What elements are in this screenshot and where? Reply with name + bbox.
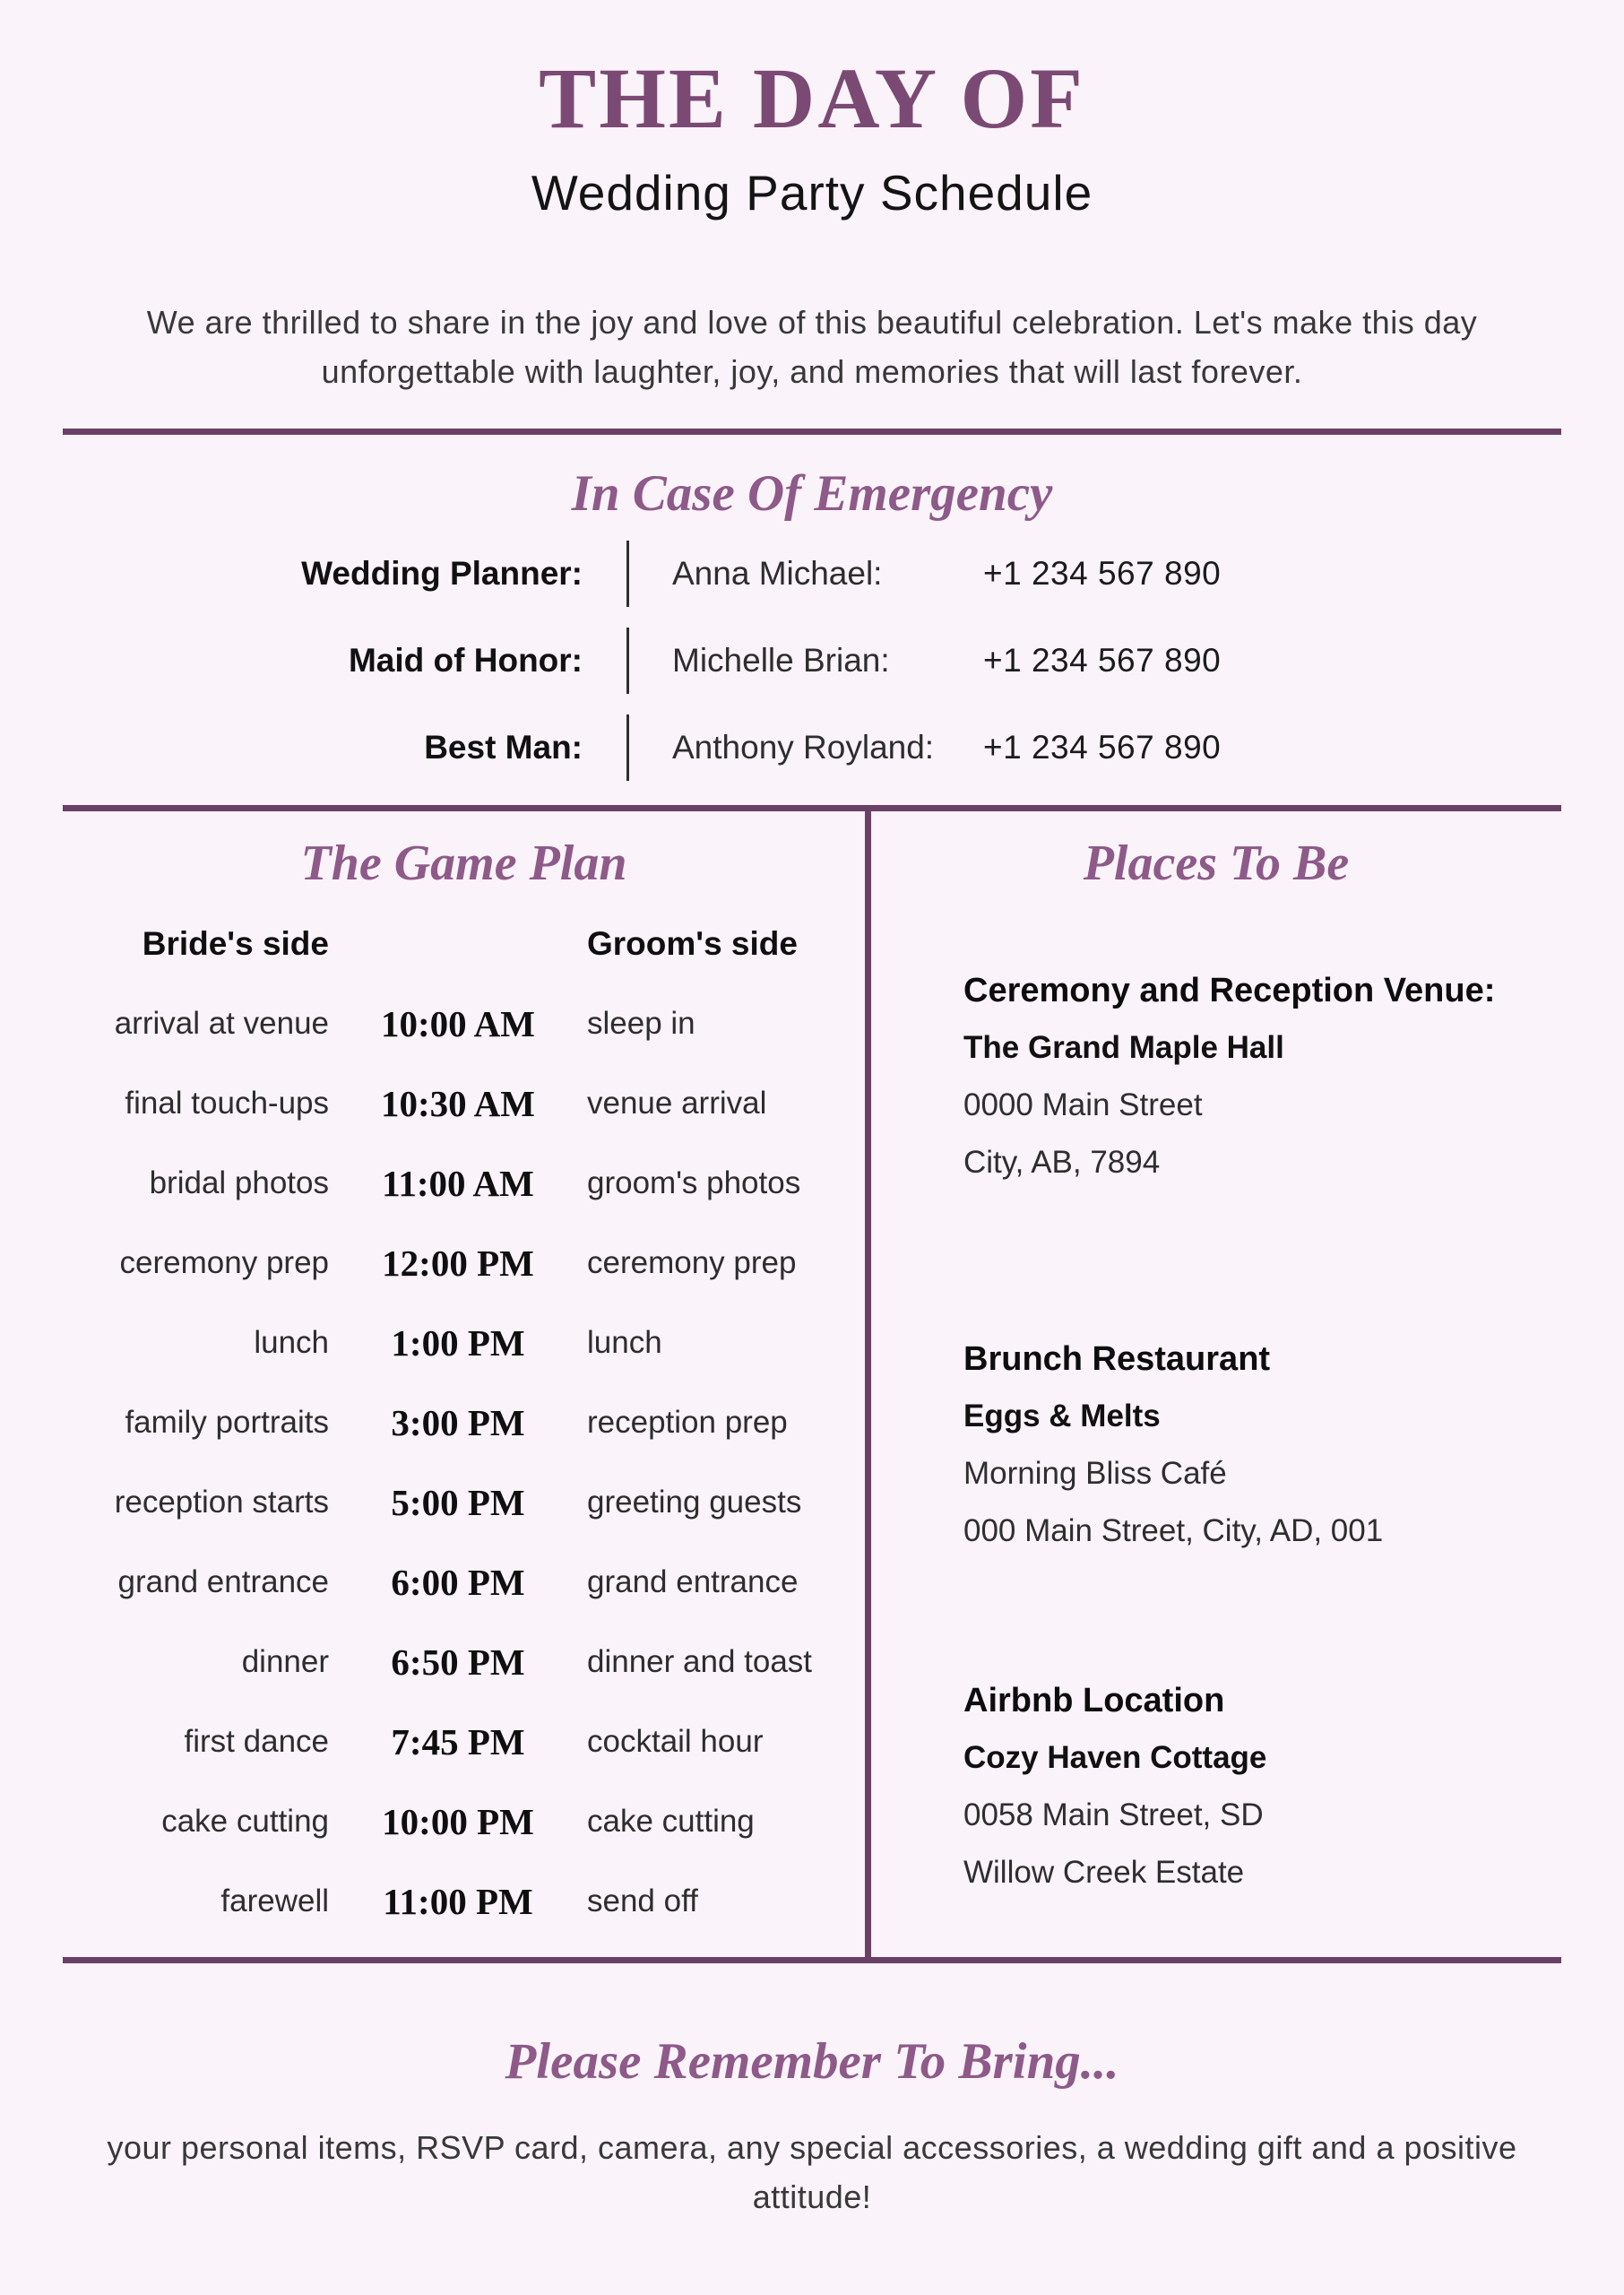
place-group-address-line: City, AB, 7894 xyxy=(963,1145,1161,1180)
place-group-title: Brunch Restaurant xyxy=(963,1340,1271,1378)
contact-name: Anna Michael: xyxy=(672,554,883,592)
plan-groom-activity: cocktail hour xyxy=(587,1723,764,1759)
plan-time: 12:00 PM xyxy=(382,1242,534,1284)
plan-groom-activity: sleep in xyxy=(587,1005,695,1041)
plan-bride-activity: lunch xyxy=(254,1324,329,1360)
place-group-title: Airbnb Location xyxy=(963,1682,1225,1719)
plan-time: 10:00 AM xyxy=(381,1002,535,1044)
page-subtitle: Wedding Party Schedule xyxy=(531,165,1093,221)
plan-bride-activity: grand entrance xyxy=(117,1563,329,1599)
contact-name: Michelle Brian: xyxy=(672,641,890,679)
plan-groom-activity: cake cutting xyxy=(587,1803,755,1839)
main-section xyxy=(63,805,1561,1963)
bride-side-header: Bride's side xyxy=(142,925,329,962)
plan-groom-activity: venue arrival xyxy=(587,1085,767,1121)
contact-phone: +1 234 567 890 xyxy=(983,641,1222,679)
plan-row xyxy=(63,1702,865,1781)
plan-bride-activity: farewell xyxy=(220,1883,329,1918)
contact-role-label: Best Man: xyxy=(424,728,583,766)
plan-time: 5:00 PM xyxy=(391,1481,525,1523)
contact-row xyxy=(117,704,1624,791)
contact-phone: +1 234 567 890 xyxy=(983,728,1222,766)
contact-role-label: Wedding Planner: xyxy=(301,554,583,592)
contact-separator xyxy=(583,617,672,704)
plan-row xyxy=(63,983,865,1063)
plan-row xyxy=(63,1143,865,1223)
plan-time: 6:00 PM xyxy=(391,1561,525,1603)
places-column xyxy=(871,811,1561,1957)
plan-groom-activity: greeting guests xyxy=(587,1484,802,1520)
plan-row xyxy=(63,1622,865,1702)
game-plan-heading: The Game Plan xyxy=(300,836,627,891)
emergency-contacts xyxy=(0,530,1624,791)
plan-bride-activity: arrival at venue xyxy=(114,1005,329,1041)
plan-bride-activity: family portraits xyxy=(125,1404,329,1440)
plan-time: 7:45 PM xyxy=(391,1720,525,1762)
plan-bride-activity: ceremony prep xyxy=(119,1244,329,1280)
plan-bride-activity: cake cutting xyxy=(161,1803,329,1839)
place-group xyxy=(871,962,1561,1191)
contact-separator xyxy=(583,530,672,617)
place-group-name: Eggs & Melts xyxy=(963,1399,1161,1433)
place-group-address-line: Morning Bliss Café xyxy=(963,1456,1227,1491)
groom-side-header: Groom's side xyxy=(587,925,798,962)
place-group-address-line: 0058 Main Street, SD xyxy=(963,1797,1264,1832)
place-group-name: The Grand Maple Hall xyxy=(963,1030,1284,1065)
plan-groom-activity: groom's photos xyxy=(587,1165,801,1200)
place-group-title: Ceremony and Reception Venue: xyxy=(963,972,1496,1009)
place-group-address-line: 000 Main Street, City, AD, 001 xyxy=(963,1513,1384,1548)
plan-row xyxy=(63,1542,865,1622)
plan-row xyxy=(63,1223,865,1303)
places-heading: Places To Be xyxy=(1083,836,1350,891)
contact-row xyxy=(117,617,1624,704)
divider-top xyxy=(63,429,1561,435)
plan-bride-activity: reception starts xyxy=(114,1484,329,1520)
plan-groom-activity: grand entrance xyxy=(587,1563,799,1599)
plan-time: 6:50 PM xyxy=(391,1641,525,1683)
plan-row xyxy=(63,1781,865,1861)
plan-bride-activity: bridal photos xyxy=(149,1165,329,1200)
place-group-name: Cozy Haven Cottage xyxy=(963,1740,1267,1775)
plan-row xyxy=(63,1063,865,1143)
plan-groom-activity: ceremony prep xyxy=(587,1244,797,1280)
plan-time: 3:00 PM xyxy=(391,1401,525,1443)
contact-separator xyxy=(583,704,672,791)
contact-row xyxy=(117,530,1624,617)
plan-row xyxy=(63,1382,865,1462)
contact-role-label: Maid of Honor: xyxy=(348,641,583,679)
plan-time: 11:00 PM xyxy=(383,1880,533,1922)
game-plan-column xyxy=(63,811,871,1957)
plan-header-row xyxy=(63,905,865,983)
place-group-address-line: Willow Creek Estate xyxy=(963,1855,1245,1890)
place-group xyxy=(871,1672,1561,1901)
plan-time: 10:00 PM xyxy=(382,1800,534,1842)
plan-time: 1:00 PM xyxy=(391,1321,525,1364)
contact-name: Anthony Royland: xyxy=(672,728,935,766)
intro-paragraph: We are thrilled to share in the joy and love of this beautiful celebration. Let's make this day unforgettable with laughter, joy, and memories that will last forever. xyxy=(146,304,1478,390)
plan-row xyxy=(63,1462,865,1542)
plan-groom-activity: lunch xyxy=(587,1324,662,1360)
plan-groom-activity: send off xyxy=(587,1883,698,1918)
plan-time: 11:00 AM xyxy=(382,1162,534,1204)
plan-bride-activity: final touch-ups xyxy=(125,1085,329,1121)
game-plan-table xyxy=(63,905,865,1941)
contact-phone: +1 234 567 890 xyxy=(983,554,1222,592)
place-group xyxy=(871,1330,1561,1560)
separator-line xyxy=(626,714,629,781)
plan-bride-activity: first dance xyxy=(184,1723,329,1759)
footer-paragraph: your personal items, RSVP card, camera, any special accessories, a wedding gift and a positive attitude! xyxy=(107,2129,1517,2215)
plan-bride-activity: dinner xyxy=(241,1643,329,1679)
emergency-heading: In Case Of Emergency xyxy=(571,465,1053,522)
plan-groom-activity: reception prep xyxy=(587,1404,788,1440)
page-title: THE DAY OF xyxy=(539,50,1085,146)
plan-row xyxy=(63,1861,865,1941)
place-group-address-line: 0000 Main Street xyxy=(963,1087,1203,1122)
plan-groom-activity: dinner and toast xyxy=(587,1643,813,1679)
separator-line xyxy=(626,628,629,694)
footer-heading: Please Remember To Bring... xyxy=(505,2033,1119,2090)
separator-line xyxy=(626,541,629,607)
plan-row xyxy=(63,1303,865,1382)
plan-time: 10:30 AM xyxy=(381,1082,535,1124)
